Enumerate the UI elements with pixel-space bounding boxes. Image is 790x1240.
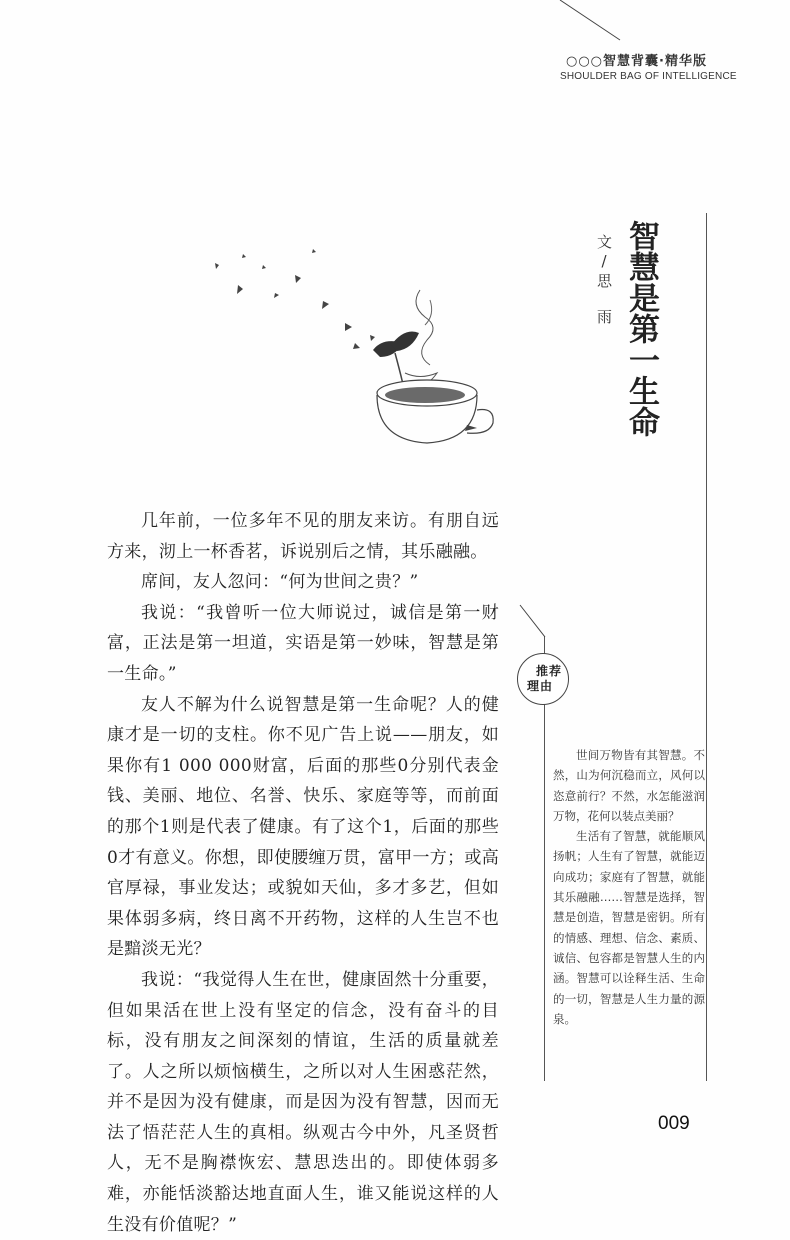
recommendation-badge xyxy=(517,653,569,705)
article-title: 智慧是第一生命 xyxy=(623,220,659,437)
teacup-illustration xyxy=(205,245,505,455)
article-paragraph: 席间，友人忽问：“何为世间之贵？” xyxy=(141,572,419,593)
article-author: 文/思 雨 xyxy=(595,234,613,327)
sidebar-paragraph: 世间万物皆有其智慧。不然，山为何沉稳而立，风何以恣意前行？不然，水怎能滋润万物，花何以装点美丽？ xyxy=(553,748,705,823)
article-paragraph: 友人不解为什么说智慧是第一生命呢？人的健康才是一切的支柱。你不见广告上说——朋友，如果你有1 000 000财富，后面的那些0分别代表金钱、美丽、地位、名誉、快乐、家庭等等，而前面的那个1则是代表了健康。有了这个1，后面的那些0才有意义。你想，即使腰缠万贯，富甲一方；或高官厚禄，事业发达；或貌如天仙，多才多艺，但如果体弱多病，终日离不开药物，这样的人生岂不也是黯淡无光？ xyxy=(107,694,499,960)
badge-line2: 理由 xyxy=(526,679,553,693)
article-body xyxy=(107,506,499,1240)
recommendation-text xyxy=(553,745,705,1029)
vertical-rule-right xyxy=(706,513,707,1081)
article-paragraph: 几年前，一位多年不见的朋友来访。有朋自远方来，沏上一杯香茗，诉说别后之情，其乐融融。 xyxy=(107,511,499,562)
article-paragraph: 我说：“我曾听一位大师说过，诚信是第一财富，正法是第一坦道，实语是第一妙味，智慧是第一生命。” xyxy=(107,602,499,684)
series-subtitle: SHOULDER BAG OF INTELLIGENCE xyxy=(560,71,737,82)
vertical-rule-upper xyxy=(706,213,707,513)
article-paragraph: 我说：“我觉得人生在世，健康固然十分重要，但如果活在世上没有坚定的信念，没有奋斗的目标，没有朋友之间深刻的情谊，生活的质量就差了。人之所以烦恼横生，之所以对人生困惑茫然，并不是因为没有健康，而是因为没有智慧，因而无法了悟茫茫人生的真相。纵观古今中外，凡圣贤哲人，无不是胸襟恢宏、慧思迭出的。即使体弱多难，亦能恬淡豁达地直面人生，谁又能说这样的人生没有价值呢？” xyxy=(107,969,499,1235)
series-title: ○○○智慧背囊·精华版 xyxy=(566,54,707,69)
sidebar-diagonal-line xyxy=(515,600,555,640)
sidebar-paragraph: 生活有了智慧，就能顺风扬帆；人生有了智慧，就能迈向成功；家庭有了智慧，就能其乐融融……智慧是选择，智慧是创造，智慧是密钥。所有的情感、理想、信念、素质、诚信、包容都是智慧人生的内涵。智慧可以诠释生活、生命的一切，智慧是人生力量的源泉。 xyxy=(553,829,705,1026)
falling-leaves xyxy=(215,249,375,349)
badge-line1: 推荐 xyxy=(535,664,562,678)
page-number: 009 xyxy=(658,1113,690,1134)
